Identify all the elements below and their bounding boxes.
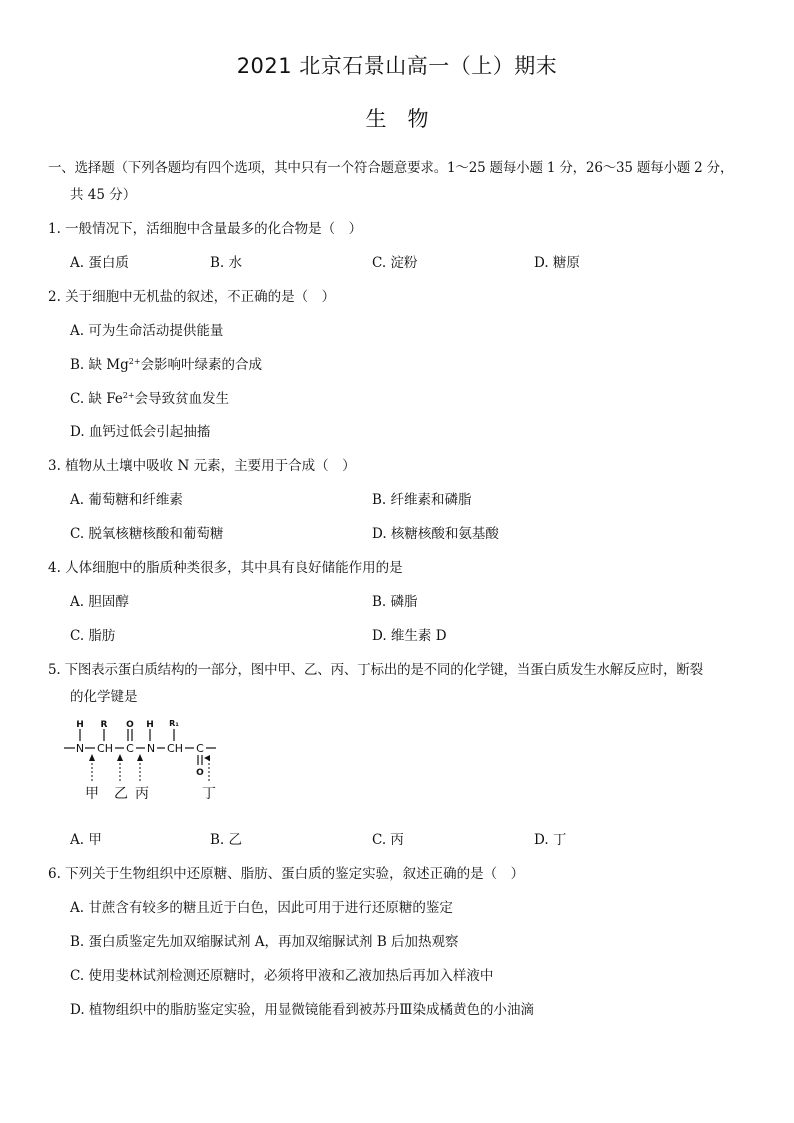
diagram-label-o1: O [126, 720, 134, 730]
diagram-atom-c1: C [126, 742, 134, 755]
question-6-option-d: D. 植物组织中的脂肪鉴定实验，用显微镜能看到被苏丹Ⅲ染成橘黄色的小油滴 [70, 1002, 534, 1018]
diagram-label-o2: O [196, 768, 204, 778]
arrowhead-icon [137, 754, 143, 761]
question-2-option-c-suffix: 会导致贫血发生 [134, 391, 230, 407]
question-6-stem: 6. 下列关于生物组织中还原糖、脂肪、蛋白质的鉴定实验，叙述正确的是（ ） [48, 866, 525, 882]
question-4-option-c: C. 脂肪 [70, 628, 116, 644]
peptide-bond-diagram [64, 712, 234, 804]
arrowhead-icon [89, 754, 95, 761]
question-2-stem: 2. 关于细胞中无机盐的叙述，不正确的是（ ） [48, 289, 336, 305]
question-3-option-d: D. 核糖核酸和氨基酸 [372, 526, 499, 542]
question-2-option-c-prefix: C. 缺 Fe [70, 391, 123, 407]
question-6-option-b: B. 蛋白质鉴定先加双缩脲试剂 A，再加双缩脲试剂 B 后加热观察 [70, 934, 459, 950]
question-6-option-c: C. 使用斐林试剂检测还原糖时，必须将甲液和乙液加热后再加入样液中 [70, 968, 494, 984]
question-4-stem: 4. 人体细胞中的脂质种类很多，其中具有良好储能作用的是 [48, 560, 403, 576]
diagram-label-ding: 丁 [202, 786, 216, 802]
question-3-stem: 3. 植物从土壤中吸收 N 元素，主要用于合成（ ） [48, 458, 356, 474]
question-1-stem: 1. 一般情况下，活细胞中含量最多的化合物是（ ） [48, 221, 363, 237]
question-4-option-a: A. 胆固醇 [70, 594, 129, 610]
diagram-label-jia: 甲 [85, 786, 99, 802]
arrowhead-icon [204, 755, 210, 761]
question-2-option-c [70, 387, 229, 407]
diagram-label-yi: 乙 [114, 786, 128, 802]
question-3-option-b: B. 纤维素和磷脂 [372, 492, 472, 508]
diagram-atom-n2: N [146, 742, 156, 755]
question-1-option-b: B. 水 [210, 255, 243, 271]
subject-title: 生 物 [365, 107, 429, 131]
question-3-option-a: A. 葡萄糖和纤维素 [70, 492, 183, 508]
question-5-stem-line-1: 5. 下图表示蛋白质结构的一部分，图中甲、乙、丙、丁标出的是不同的化学键，当蛋白质发生水解反应时，断裂 [48, 662, 703, 678]
charge-superscript: 2+ [128, 357, 141, 366]
charge-superscript: 2+ [122, 391, 135, 400]
question-1-option-c: C. 淀粉 [372, 255, 418, 271]
diagram-label-h1: H [76, 720, 84, 730]
arrowhead-icon [117, 754, 123, 761]
question-1-option-a: A. 蛋白质 [70, 255, 129, 271]
question-2-option-b-prefix: B. 缺 Mg [70, 357, 129, 373]
question-5-option-b: B. 乙 [210, 832, 243, 848]
page-title: 2021 北京石景山高一（上）期末 [236, 54, 558, 78]
diagram-atom-c2: C [196, 742, 204, 755]
question-6-option-a: A. 甘蔗含有较多的糖且近于白色，因此可用于进行还原糖的鉴定 [70, 900, 453, 916]
question-5-stem-line-2: 的化学键是 [70, 689, 138, 705]
section-heading-line-1: 一、选择题（下列各题均有四个选项，其中只有一个符合题意要求。1～25 题每小题 1 分，26～35 题每小题 2 分， [48, 160, 734, 176]
question-5-option-d: D. 丁 [534, 832, 567, 848]
question-2-option-a: A. 可为生命活动提供能量 [70, 323, 224, 339]
question-3-option-c: C. 脱氧核糖核酸和葡萄糖 [70, 526, 224, 542]
diagram-atom-ch2: CH [167, 742, 183, 755]
diagram-label-bing: 丙 [135, 786, 149, 802]
diagram-label-r: R [100, 720, 108, 730]
diagram-label-r1: R₁ [169, 719, 179, 728]
diagram-atom-n1: N [75, 742, 85, 755]
question-2-option-d: D. 血钙过低会引起抽搐 [70, 424, 211, 440]
diagram-atom-ch1: CH [97, 742, 113, 755]
question-5-option-c: C. 丙 [372, 832, 404, 848]
section-heading-line-2: 共 45 分） [70, 187, 137, 203]
question-4-option-d: D. 维生素 D [372, 628, 447, 644]
question-4-option-b: B. 磷脂 [372, 594, 418, 610]
diagram-label-h2: H [146, 720, 154, 730]
question-2-option-b-suffix: 会影响叶绿素的合成 [140, 357, 263, 373]
question-1-option-d: D. 糖原 [534, 255, 580, 271]
question-5-option-a: A. 甲 [70, 832, 102, 848]
question-2-option-b [70, 353, 262, 373]
